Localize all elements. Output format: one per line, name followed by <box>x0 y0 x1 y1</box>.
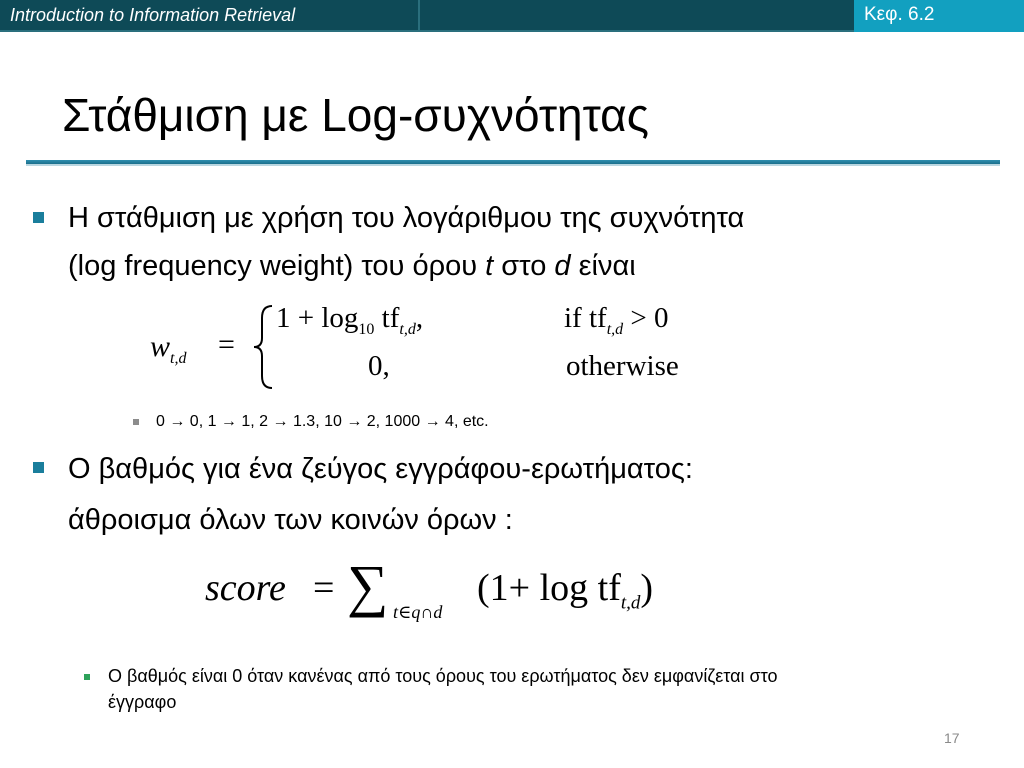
header-course-title: Introduction to Information Retrieval <box>10 5 296 25</box>
bullet2-line2: άθροισμα όλων των κοινών όρων : <box>68 504 513 536</box>
score-formula: score = ∑ t∈q∩d $(1+ \log tf_{t,d})$ <box>205 553 654 622</box>
slide-title: Στάθμιση με Log-συχνότητας <box>62 89 649 141</box>
header-course-box <box>0 0 420 30</box>
header-chapter-box <box>854 0 1024 32</box>
subbullet-square-icon <box>84 674 90 680</box>
sub-bullet2-line2: έγγραφο <box>108 692 177 712</box>
curly-brace-icon <box>250 304 276 390</box>
bullet-square-icon <box>33 212 44 223</box>
page-number: 17 <box>944 730 960 746</box>
title-rule-shadow <box>26 164 1000 166</box>
bullet1-line1: Η στάθμιση με χρήση του λογάριθμου της συχνότητα <box>68 202 745 234</box>
sub-bullet1: 0 → 0, 1 → 1, 2 → 1.3, 10 → 2, 1000 → 4, etc. <box>156 413 489 430</box>
header-chapter: Κεφ. 6.2 <box>864 4 935 25</box>
subbullet-square-icon <box>133 419 139 425</box>
header-underline <box>0 30 854 32</box>
sub-bullet2-line1: Ο βαθμός είναι 0 όταν κανένας από τους όρους του ερωτήματος δεν εμφανίζεται στο <box>108 666 778 686</box>
bullet2-line1: Ο βαθμός για ένα ζεύγος εγγράφου-ερωτήματος: <box>68 453 693 485</box>
bullet1-line2: (log frequency weight) του όρου t στο d είναι <box>68 250 636 282</box>
bullet-square-icon <box>33 462 44 473</box>
header-middle <box>420 0 854 30</box>
log-weight-formula: $w_{t,d}$ = $1 + \log_{10} tf_{t,d}$, if $tf_{t,d} > 0$ 0, otherwise <box>150 300 750 395</box>
